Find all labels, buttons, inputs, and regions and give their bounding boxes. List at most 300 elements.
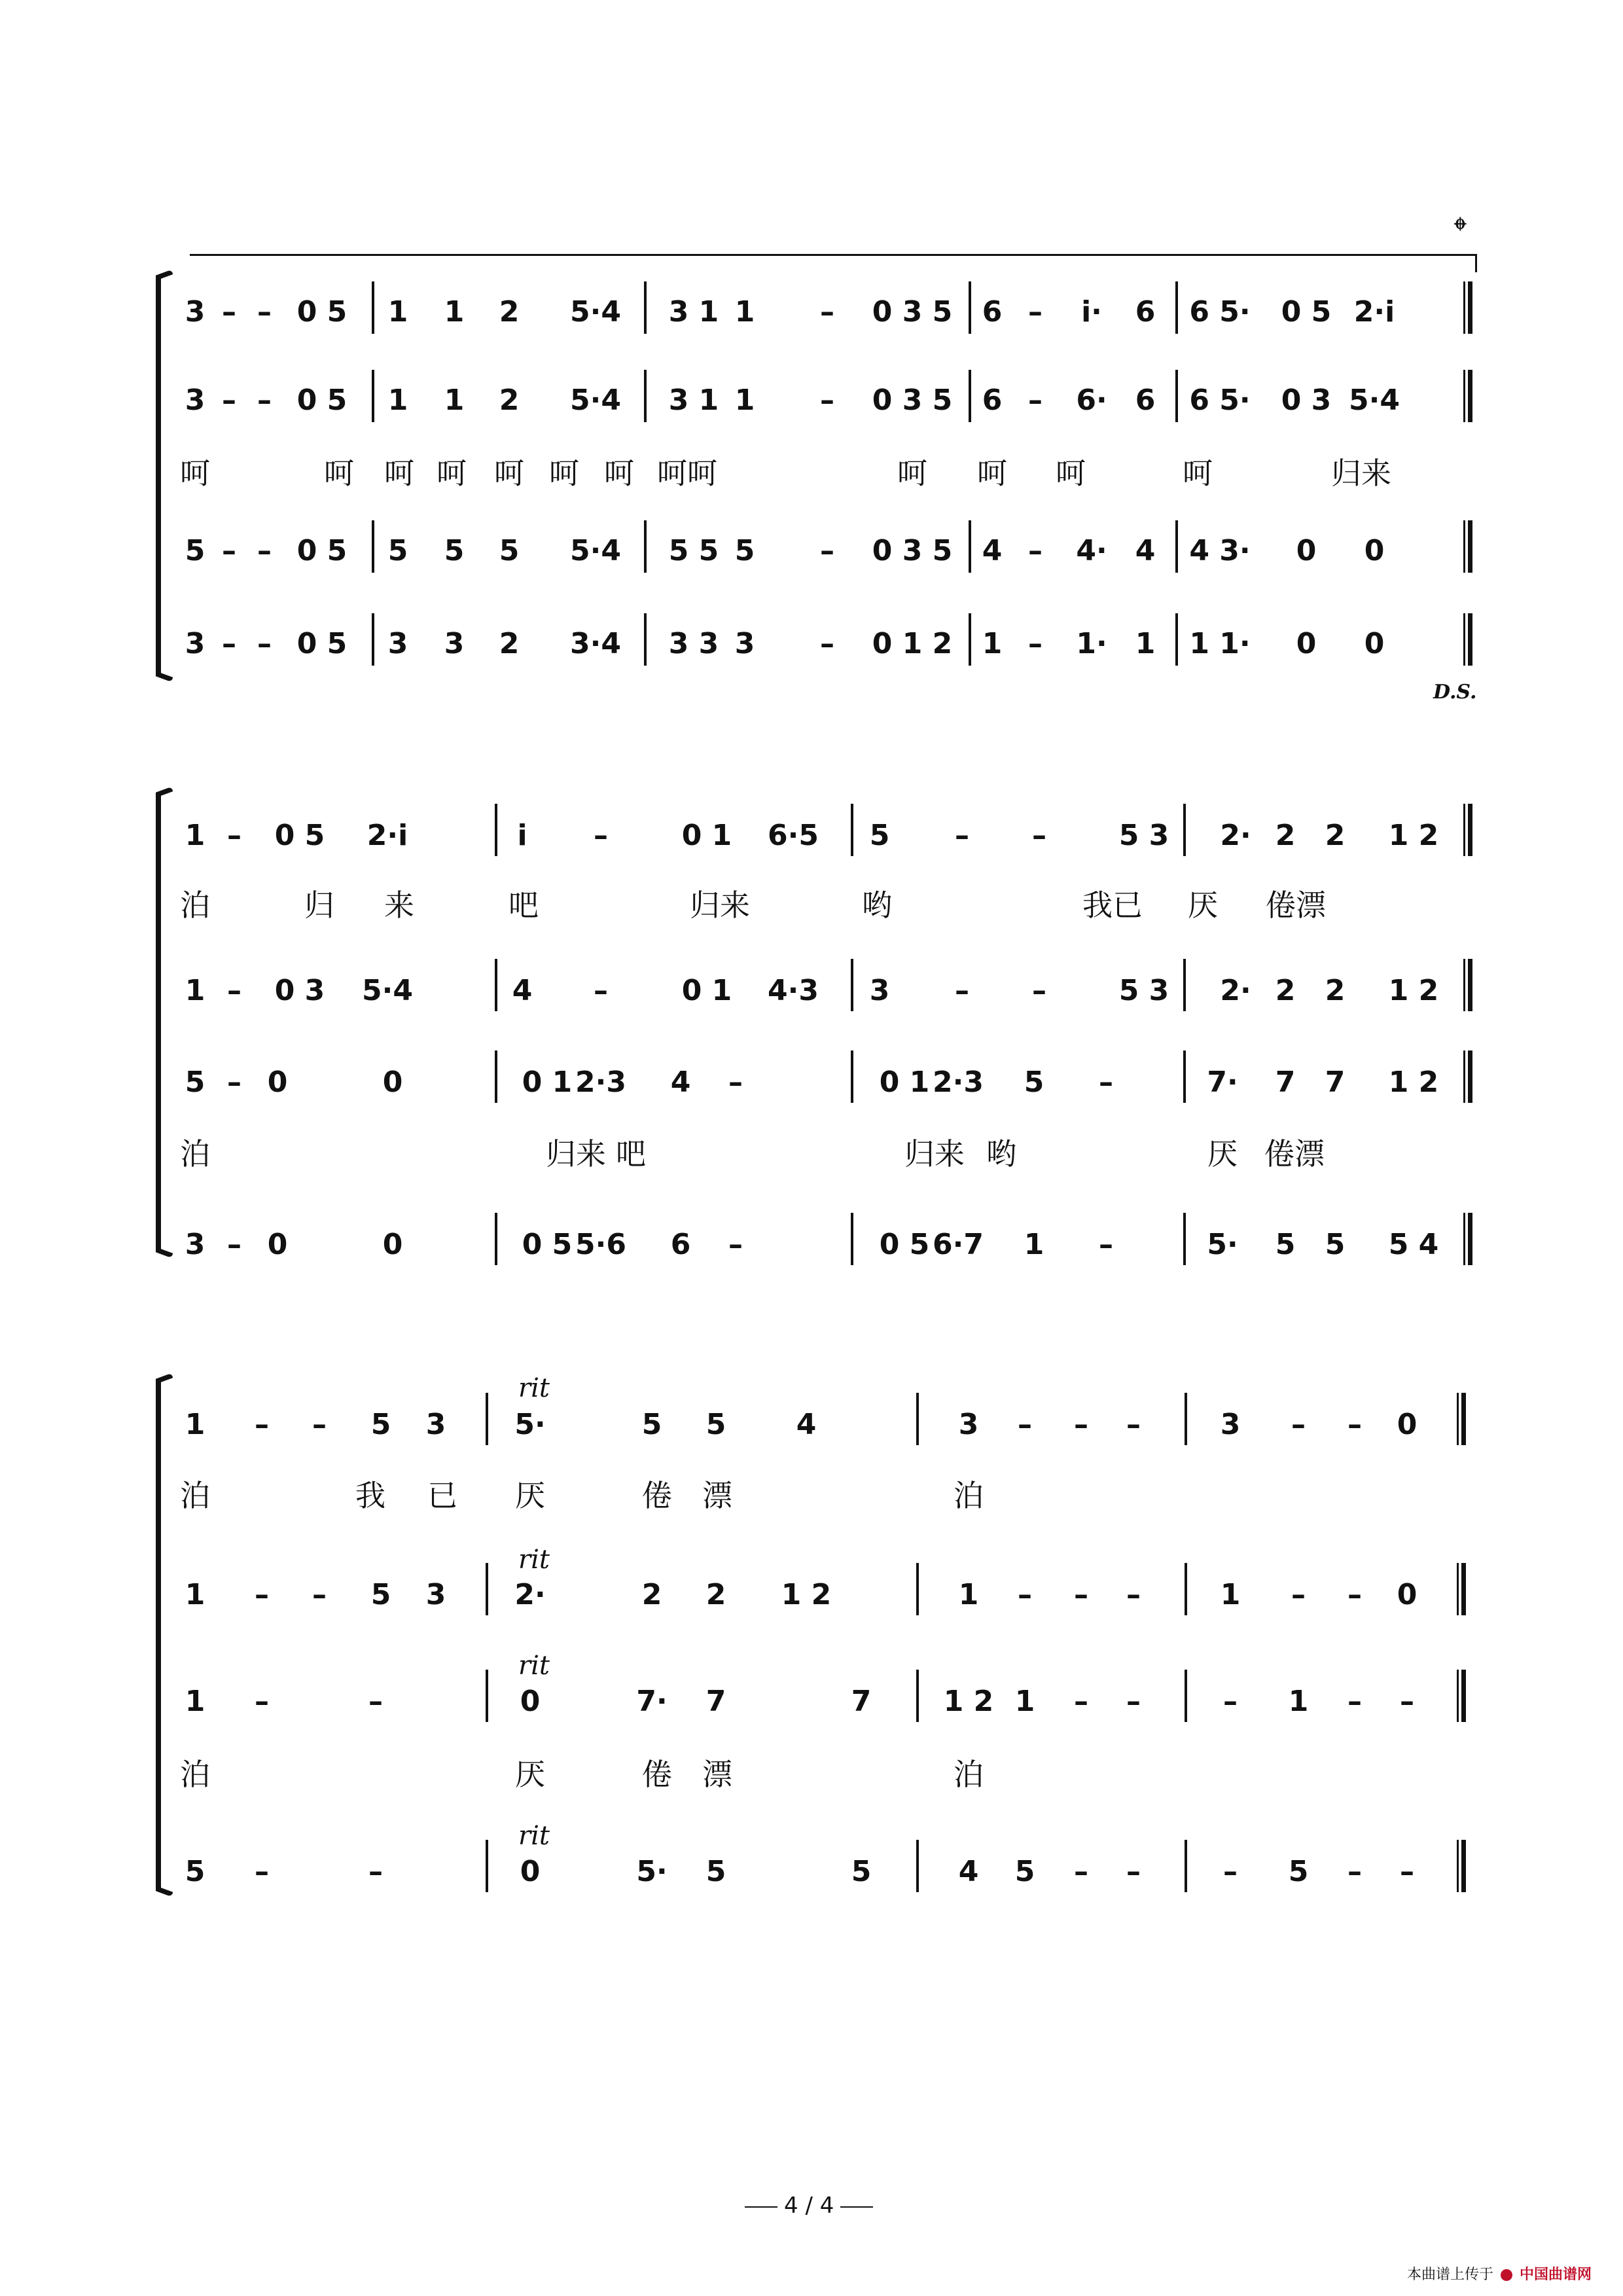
note: 1 2 xyxy=(1388,1066,1439,1099)
note: – xyxy=(1028,295,1043,329)
barline xyxy=(851,959,853,1011)
note: 3 xyxy=(185,384,205,417)
note: – xyxy=(1126,1855,1141,1888)
note: 0 3 xyxy=(1281,384,1332,417)
note: 1 xyxy=(185,974,205,1007)
note: 1 xyxy=(1014,1685,1035,1718)
note: 0 xyxy=(267,1066,288,1099)
note: 0 xyxy=(267,1228,288,1261)
brand-text[interactable]: 中国曲谱网 xyxy=(1520,2267,1592,2283)
brand-logo-icon xyxy=(1501,2269,1512,2281)
note: 3 xyxy=(444,627,465,660)
barline xyxy=(1183,804,1186,856)
lyric: 漂 xyxy=(702,1757,732,1792)
note: 3 1 xyxy=(668,384,719,417)
note: 5 xyxy=(869,819,890,852)
note: 5 xyxy=(387,534,408,567)
note: 5 xyxy=(1288,1855,1309,1888)
note: – xyxy=(1291,1578,1306,1611)
lyric: 呵 xyxy=(604,456,634,491)
note: 4 3· xyxy=(1189,534,1251,567)
note: 3 xyxy=(387,627,408,660)
lyric: 归来 xyxy=(690,888,750,923)
note: – xyxy=(312,1408,327,1441)
note: 6 xyxy=(982,295,1003,329)
barline xyxy=(1183,959,1186,1011)
note: i xyxy=(517,819,527,852)
note: 7 xyxy=(1325,1066,1346,1099)
note: 3 xyxy=(185,627,205,660)
note: 1 xyxy=(734,295,755,329)
note: 5 4 xyxy=(1388,1228,1439,1261)
note: – xyxy=(1126,1685,1141,1718)
note: 7· xyxy=(636,1685,668,1718)
note: – xyxy=(955,974,969,1007)
barline xyxy=(916,1840,919,1892)
note: 5 xyxy=(705,1855,726,1888)
final-barline xyxy=(1463,1213,1472,1265)
barline xyxy=(644,520,647,573)
top-rule-hook xyxy=(1475,254,1477,272)
note: 2 xyxy=(1325,819,1346,852)
note: 5 xyxy=(1014,1855,1035,1888)
note: 1 xyxy=(1135,627,1156,660)
note: 1 2 xyxy=(781,1578,832,1611)
system-bracket xyxy=(156,276,161,675)
note: 5· xyxy=(1207,1228,1238,1261)
barline xyxy=(1185,1393,1187,1445)
note: – xyxy=(728,1066,743,1099)
note: – xyxy=(594,974,608,1007)
note: 3 xyxy=(185,1228,205,1261)
source-note xyxy=(1407,2263,1592,2284)
note: 2·i xyxy=(1353,295,1395,329)
note: 0 5 xyxy=(522,1228,573,1261)
barline xyxy=(1175,370,1178,422)
lyric: 倦 xyxy=(642,1757,672,1792)
lyric: 倦 xyxy=(642,1478,672,1513)
note: 5 xyxy=(444,534,465,567)
note: 4 xyxy=(512,974,533,1007)
barline xyxy=(495,1050,497,1103)
note: 0 3 5 xyxy=(872,384,953,417)
note: 5 5 xyxy=(668,534,719,567)
note: 0 xyxy=(1296,534,1317,567)
note: 2 xyxy=(705,1578,726,1611)
barline xyxy=(495,959,497,1011)
system-bracket xyxy=(156,793,161,1251)
note: 0 xyxy=(1397,1408,1418,1441)
note: 3 xyxy=(425,1578,446,1611)
barline xyxy=(969,613,971,666)
note: 0 5 xyxy=(296,295,348,329)
note: – xyxy=(222,384,236,417)
note: 1 xyxy=(387,384,408,417)
note: – xyxy=(594,819,608,852)
note: – xyxy=(1223,1685,1238,1718)
note: – xyxy=(1223,1855,1238,1888)
note: 1 xyxy=(734,384,755,417)
barline xyxy=(851,804,853,856)
barline xyxy=(1175,281,1178,334)
note: 0 5 xyxy=(274,819,325,852)
note: 0 xyxy=(520,1855,541,1888)
final-barline xyxy=(1457,1393,1466,1445)
system-bracket xyxy=(156,1380,161,1890)
rit-marking: rit xyxy=(518,1373,550,1403)
lyric: 泊 xyxy=(180,1757,210,1792)
note: – xyxy=(312,1578,327,1611)
note: 6·5 xyxy=(768,819,819,852)
note: 0 5 xyxy=(296,384,348,417)
note: 5 xyxy=(851,1855,872,1888)
note: 0 xyxy=(382,1066,403,1099)
barline xyxy=(1183,1050,1186,1103)
note: 0 3 xyxy=(274,974,325,1007)
note: – xyxy=(1018,1408,1032,1441)
final-barline xyxy=(1463,281,1472,334)
barline xyxy=(1185,1670,1187,1722)
note: 5·4 xyxy=(1349,384,1400,417)
note: 2 xyxy=(641,1578,662,1611)
note: 5 xyxy=(185,1855,205,1888)
note: 2· xyxy=(1220,974,1251,1007)
note: 1 2 xyxy=(1388,819,1439,852)
note: 1 xyxy=(185,1578,205,1611)
note: 2· xyxy=(1220,819,1251,852)
note: – xyxy=(255,1855,269,1888)
note: – xyxy=(1032,974,1046,1007)
note: 2·3 xyxy=(933,1066,984,1099)
note: – xyxy=(1018,1578,1032,1611)
lyric: 泊 xyxy=(180,888,210,923)
lyric: 我已 xyxy=(1082,888,1143,923)
final-barline xyxy=(1463,959,1472,1011)
note: 1· xyxy=(1076,627,1107,660)
note: – xyxy=(1347,1855,1362,1888)
final-barline xyxy=(1463,520,1472,573)
note: 1 xyxy=(444,295,465,329)
note: – xyxy=(368,1855,383,1888)
note: 5 xyxy=(705,1408,726,1441)
note: – xyxy=(1347,1408,1362,1441)
lyric: 哟 xyxy=(986,1136,1016,1172)
note: – xyxy=(1126,1408,1141,1441)
lyric: 哟 xyxy=(862,888,892,923)
note: 0 xyxy=(1364,627,1385,660)
note: 5· xyxy=(636,1855,668,1888)
barline xyxy=(969,520,971,573)
note: – xyxy=(257,295,272,329)
note: 5 xyxy=(185,534,205,567)
barline xyxy=(486,1840,488,1892)
note: 5 xyxy=(499,534,520,567)
lyric: 呵 xyxy=(897,456,927,491)
note: 1 1· xyxy=(1189,627,1251,660)
lyric: 呵 xyxy=(384,456,414,491)
note: 7· xyxy=(1207,1066,1238,1099)
note: 1 xyxy=(185,1685,205,1718)
lyric: 归来 xyxy=(904,1136,965,1172)
barline xyxy=(372,370,374,422)
note: – xyxy=(1074,1408,1088,1441)
note: – xyxy=(1032,819,1046,852)
note: 0 xyxy=(1296,627,1317,660)
note: 7 xyxy=(705,1685,726,1718)
lyric: 呵 xyxy=(1056,456,1086,491)
note: – xyxy=(257,534,272,567)
lyric: 呵 xyxy=(1183,456,1213,491)
note: – xyxy=(1074,1685,1088,1718)
note: – xyxy=(1028,534,1043,567)
lyric: 倦漂 xyxy=(1266,888,1326,923)
note: 5 xyxy=(1024,1066,1044,1099)
note: 0 3 5 xyxy=(872,534,953,567)
note: 1 2 xyxy=(1388,974,1439,1007)
note: 6 xyxy=(982,384,1003,417)
barline xyxy=(372,281,374,334)
note: 5 xyxy=(1325,1228,1346,1261)
note: – xyxy=(820,627,834,660)
coda-sign: 𝄌 xyxy=(1454,209,1467,251)
ds-marking: D.S. xyxy=(1433,681,1477,704)
note: 4 xyxy=(958,1855,979,1888)
note: 1 xyxy=(1220,1578,1241,1611)
note: 0 xyxy=(382,1228,403,1261)
lyric: 漂 xyxy=(702,1478,732,1513)
note: 1 xyxy=(185,1408,205,1441)
note: 0 1 xyxy=(681,819,732,852)
lyric: 厌 xyxy=(515,1757,545,1792)
note: 0 5 xyxy=(296,627,348,660)
note: – xyxy=(955,819,969,852)
final-barline xyxy=(1463,370,1472,422)
note: 3 xyxy=(869,974,890,1007)
note: 5 xyxy=(734,534,755,567)
lyric: 我 xyxy=(355,1478,385,1513)
note: – xyxy=(227,1228,241,1261)
note: 5 xyxy=(185,1066,205,1099)
lyric: 已 xyxy=(427,1478,457,1513)
note: 0 3 5 xyxy=(872,295,953,329)
note: 5· xyxy=(514,1408,546,1441)
barline xyxy=(372,613,374,666)
source-text: 本曲谱上传于 xyxy=(1407,2267,1494,2283)
note: 3 3 xyxy=(668,627,719,660)
rit-marking: rit xyxy=(518,1651,550,1681)
barline xyxy=(1185,1840,1187,1892)
note: – xyxy=(1400,1685,1414,1718)
barline xyxy=(644,281,647,334)
note: – xyxy=(820,384,834,417)
barline xyxy=(1175,613,1178,666)
note: – xyxy=(255,1685,269,1718)
lyric: 归来 xyxy=(546,1136,606,1172)
note: 7 xyxy=(851,1685,872,1718)
note: 6 xyxy=(1135,384,1156,417)
note: – xyxy=(368,1685,383,1718)
note: – xyxy=(1347,1685,1362,1718)
final-barline xyxy=(1463,1050,1472,1103)
lyric: 泊 xyxy=(180,1136,210,1172)
lyric: 泊 xyxy=(954,1478,984,1513)
note: 3 1 xyxy=(668,295,719,329)
lyric: 泊 xyxy=(180,1478,210,1513)
barline xyxy=(495,1213,497,1265)
note: 1 xyxy=(982,627,1003,660)
final-barline xyxy=(1457,1563,1466,1615)
note: 1 2 xyxy=(943,1685,994,1718)
note: 6 xyxy=(670,1228,691,1261)
note: – xyxy=(1126,1578,1141,1611)
lyric: 来 xyxy=(384,888,414,923)
note: 2·i xyxy=(366,819,408,852)
barline xyxy=(1185,1563,1187,1615)
note: – xyxy=(227,1066,241,1099)
note: 3 xyxy=(734,627,755,660)
note: – xyxy=(1099,1066,1113,1099)
rit-marking: rit xyxy=(518,1545,550,1575)
barline xyxy=(969,281,971,334)
note: 1 xyxy=(387,295,408,329)
note: – xyxy=(222,295,236,329)
final-barline xyxy=(1457,1670,1466,1722)
note: 3·4 xyxy=(570,627,621,660)
barline xyxy=(644,613,647,666)
note: 5 xyxy=(1275,1228,1296,1261)
note: – xyxy=(1074,1578,1088,1611)
note: 4· xyxy=(1076,534,1107,567)
note: – xyxy=(820,534,834,567)
note: – xyxy=(728,1228,743,1261)
note: – xyxy=(1347,1578,1362,1611)
note: 0 xyxy=(1397,1578,1418,1611)
note: 6· xyxy=(1076,384,1107,417)
lyric: 呵 xyxy=(324,456,354,491)
note: – xyxy=(227,819,241,852)
note: 4 xyxy=(1135,534,1156,567)
note: i· xyxy=(1081,295,1102,329)
rit-marking: rit xyxy=(518,1821,550,1851)
lyric: 归 xyxy=(304,888,334,923)
note: – xyxy=(222,534,236,567)
note: – xyxy=(1028,627,1043,660)
barline xyxy=(1175,520,1178,573)
note: 1 xyxy=(1024,1228,1044,1261)
note: – xyxy=(820,295,834,329)
note: – xyxy=(1074,1855,1088,1888)
lyric: 厌 xyxy=(1188,888,1218,923)
note: 0 xyxy=(520,1685,541,1718)
note: 0 1 xyxy=(681,974,732,1007)
note: 5·4 xyxy=(570,384,621,417)
barline xyxy=(916,1670,919,1722)
note: – xyxy=(1028,384,1043,417)
note: – xyxy=(257,384,272,417)
lyric: 呵 xyxy=(180,456,210,491)
note: 7 xyxy=(1275,1066,1296,1099)
barline xyxy=(495,804,497,856)
note: 5 xyxy=(370,1578,391,1611)
note: 2 xyxy=(499,295,520,329)
note: – xyxy=(227,974,241,1007)
note: 4·3 xyxy=(768,974,819,1007)
barline xyxy=(644,370,647,422)
note: 4 xyxy=(796,1408,817,1441)
lyric: 归来 xyxy=(1331,456,1391,491)
barline xyxy=(851,1213,853,1265)
page-number xyxy=(745,2193,873,2219)
note: 0 1 xyxy=(879,1066,930,1099)
page-number-text: 4 / 4 xyxy=(784,2193,834,2219)
note: 0 1 2 xyxy=(872,627,953,660)
lyric: 吧 xyxy=(616,1136,646,1172)
note: 1 xyxy=(1288,1685,1309,1718)
final-barline xyxy=(1457,1840,1466,1892)
note: 5 3 xyxy=(1118,974,1169,1007)
note: 5 3 xyxy=(1118,819,1169,852)
lyric: 呵 xyxy=(437,456,467,491)
note: 2 xyxy=(499,627,520,660)
note: 4 xyxy=(982,534,1003,567)
note: 2 xyxy=(499,384,520,417)
final-barline xyxy=(1463,613,1472,666)
note: 2·3 xyxy=(575,1066,626,1099)
note: 5·6 xyxy=(575,1228,626,1261)
note: 0 5 xyxy=(1281,295,1332,329)
note: 2 xyxy=(1275,974,1296,1007)
barline xyxy=(1183,1213,1186,1265)
lyric: 厌 xyxy=(515,1478,545,1513)
note: 4 xyxy=(670,1066,691,1099)
note: 3 xyxy=(1220,1408,1241,1441)
barline xyxy=(969,370,971,422)
lyric: 厌 xyxy=(1207,1136,1238,1172)
note: 5 xyxy=(641,1408,662,1441)
note: – xyxy=(1291,1408,1306,1441)
note: 6 5· xyxy=(1189,295,1251,329)
barline xyxy=(486,1393,488,1445)
barline xyxy=(486,1670,488,1722)
lyric: 倦漂 xyxy=(1264,1136,1325,1172)
note: 3 xyxy=(958,1408,979,1441)
note: 5 xyxy=(370,1408,391,1441)
barline xyxy=(916,1393,919,1445)
lyric: 泊 xyxy=(954,1757,984,1792)
note: 0 xyxy=(1364,534,1385,567)
lyric: 呵 xyxy=(977,456,1007,491)
note: 6·7 xyxy=(933,1228,984,1261)
note: – xyxy=(1099,1228,1113,1261)
note: 1 xyxy=(958,1578,979,1611)
note: 5·4 xyxy=(570,295,621,329)
note: 0 5 xyxy=(879,1228,930,1261)
lyric: 呵呵 xyxy=(657,456,717,491)
note: 1 xyxy=(444,384,465,417)
note: 2 xyxy=(1325,974,1346,1007)
note: – xyxy=(1400,1855,1414,1888)
note: – xyxy=(255,1578,269,1611)
note: 3 xyxy=(185,295,205,329)
note: 0 5 xyxy=(296,534,348,567)
barline xyxy=(372,520,374,573)
lyric: 呵 xyxy=(549,456,579,491)
note: 5·4 xyxy=(362,974,413,1007)
note: 3 xyxy=(425,1408,446,1441)
final-barline xyxy=(1463,804,1472,856)
note: 1 xyxy=(185,819,205,852)
lyric: 吧 xyxy=(508,888,539,923)
